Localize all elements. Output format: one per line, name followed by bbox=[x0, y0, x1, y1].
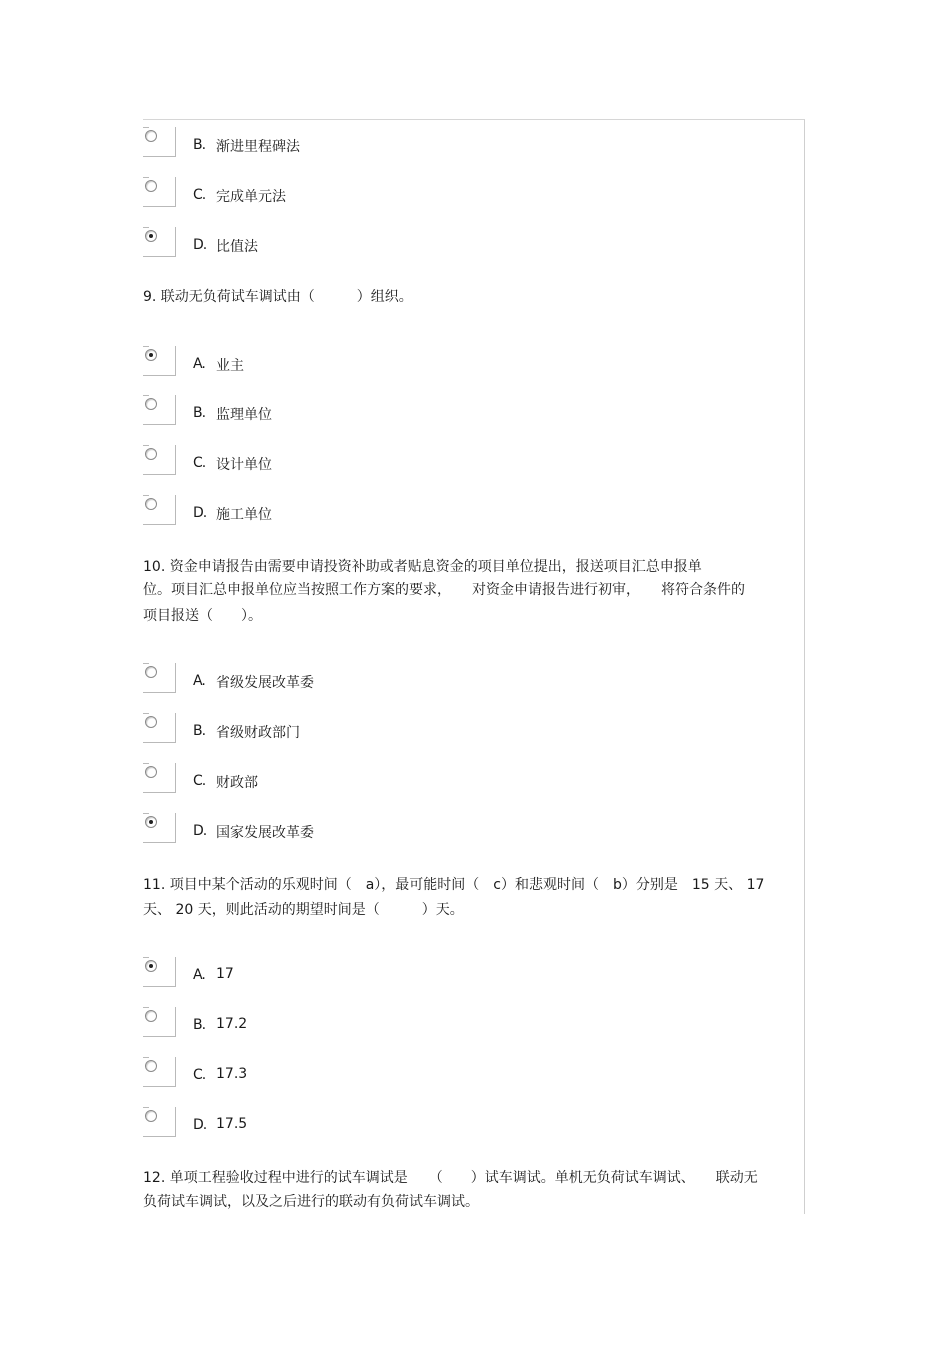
radio-box bbox=[143, 957, 176, 987]
option-letter: A. bbox=[193, 673, 205, 689]
radio-button-selected[interactable] bbox=[145, 816, 157, 828]
radio-box bbox=[143, 445, 176, 475]
option-q9-b[interactable] bbox=[143, 395, 543, 429]
radio-button[interactable] bbox=[145, 498, 157, 510]
option-text: 17.2 bbox=[216, 1016, 248, 1032]
option-q11-b[interactable] bbox=[143, 1007, 543, 1041]
radio-button[interactable] bbox=[145, 666, 157, 678]
option-letter: A. bbox=[193, 967, 205, 983]
option-letter: B. bbox=[193, 723, 206, 739]
radio-box bbox=[143, 227, 176, 257]
option-letter: B. bbox=[193, 405, 206, 421]
question-11-stem-line2: 天、 20 天，则此活动的期望时间是（ ）天。 bbox=[143, 902, 464, 918]
option-text: 17 bbox=[216, 966, 234, 982]
radio-button[interactable] bbox=[145, 130, 157, 142]
option-letter: D. bbox=[193, 1117, 207, 1133]
option-q9-d[interactable] bbox=[143, 495, 543, 529]
option-text: 设计单位 bbox=[216, 457, 272, 473]
option-letter: D. bbox=[193, 505, 207, 521]
option-q10-a[interactable] bbox=[143, 663, 543, 697]
option-text: 业主 bbox=[216, 358, 244, 374]
option-letter: A. bbox=[193, 356, 205, 372]
option-letter: D. bbox=[193, 237, 207, 253]
radio-box bbox=[143, 1007, 176, 1037]
option-letter: C. bbox=[193, 455, 206, 471]
option-letter: B. bbox=[193, 1017, 206, 1033]
option-q11-a[interactable] bbox=[143, 957, 543, 991]
radio-box bbox=[143, 177, 176, 207]
radio-button[interactable] bbox=[145, 448, 157, 460]
radio-box bbox=[143, 495, 176, 525]
question-10-stem-line3: 项目报送（ ）。 bbox=[143, 608, 262, 624]
radio-box bbox=[143, 763, 176, 793]
question-10-stem-line2: 位。项目汇总申报单位应当按照工作方案的要求， 对资金申请报告进行初审， 将符合条件的 bbox=[143, 582, 745, 598]
radio-box bbox=[143, 1057, 176, 1087]
radio-box bbox=[143, 813, 176, 843]
option-q8-b[interactable] bbox=[143, 127, 543, 161]
radio-box bbox=[143, 395, 176, 425]
option-text: 省级财政部门 bbox=[216, 725, 300, 741]
radio-box bbox=[143, 1107, 176, 1137]
radio-box bbox=[143, 713, 176, 743]
radio-button[interactable] bbox=[145, 1060, 157, 1072]
option-q8-c[interactable] bbox=[143, 177, 543, 211]
radio-button[interactable] bbox=[145, 1010, 157, 1022]
radio-box bbox=[143, 127, 176, 157]
radio-button-selected[interactable] bbox=[145, 960, 157, 972]
radio-button[interactable] bbox=[145, 398, 157, 410]
question-12-stem-line1: 12. 单项工程验收过程中进行的试车调试是 （ ）试车调试。单机无负荷试车调试、 联动无 bbox=[143, 1170, 758, 1186]
option-text: 监理单位 bbox=[216, 407, 272, 423]
radio-button[interactable] bbox=[145, 716, 157, 728]
radio-button[interactable] bbox=[145, 180, 157, 192]
radio-button[interactable] bbox=[145, 1110, 157, 1122]
option-text: 完成单元法 bbox=[216, 189, 286, 205]
radio-box bbox=[143, 346, 176, 376]
option-text: 比值法 bbox=[216, 239, 258, 255]
option-letter: B. bbox=[193, 137, 206, 153]
option-q10-b[interactable] bbox=[143, 713, 543, 747]
option-q8-d[interactable] bbox=[143, 227, 543, 261]
option-letter: D. bbox=[193, 823, 207, 839]
option-text: 施工单位 bbox=[216, 507, 272, 523]
radio-box bbox=[143, 663, 176, 693]
option-text: 渐进里程碑法 bbox=[216, 139, 300, 155]
question-10-stem-line1: 10. 资金申请报告由需要申请投资补助或者贴息资金的项目单位提出，报送项目汇总申报单 bbox=[143, 559, 702, 575]
radio-button-selected[interactable] bbox=[145, 230, 157, 242]
option-text: 国家发展改革委 bbox=[216, 825, 314, 841]
option-letter: C. bbox=[193, 773, 206, 789]
option-text: 省级发展改革委 bbox=[216, 675, 314, 691]
question-12-stem-line2: 负荷试车调试，以及之后进行的联动有负荷试车调试。 bbox=[143, 1194, 479, 1210]
radio-button-selected[interactable] bbox=[145, 349, 157, 361]
option-q11-c[interactable] bbox=[143, 1057, 543, 1091]
question-11-stem-line1: 11. 项目中某个活动的乐观时间（ a），最可能时间（ c）和悲观时间（ b）分别是 15 天、 17 bbox=[143, 877, 765, 893]
option-q10-d[interactable] bbox=[143, 813, 543, 847]
option-text: 财政部 bbox=[216, 775, 258, 791]
option-text: 17.3 bbox=[216, 1066, 248, 1082]
radio-button[interactable] bbox=[145, 766, 157, 778]
option-q9-a[interactable] bbox=[143, 346, 543, 380]
question-9-stem: 9. 联动无负荷试车调试由（ ）组织。 bbox=[143, 289, 413, 305]
option-letter: C. bbox=[193, 1067, 206, 1083]
option-q9-c[interactable] bbox=[143, 445, 543, 479]
option-letter: C. bbox=[193, 187, 206, 203]
option-text: 17.5 bbox=[216, 1116, 248, 1132]
option-q11-d[interactable] bbox=[143, 1107, 543, 1141]
option-q10-c[interactable] bbox=[143, 763, 543, 797]
